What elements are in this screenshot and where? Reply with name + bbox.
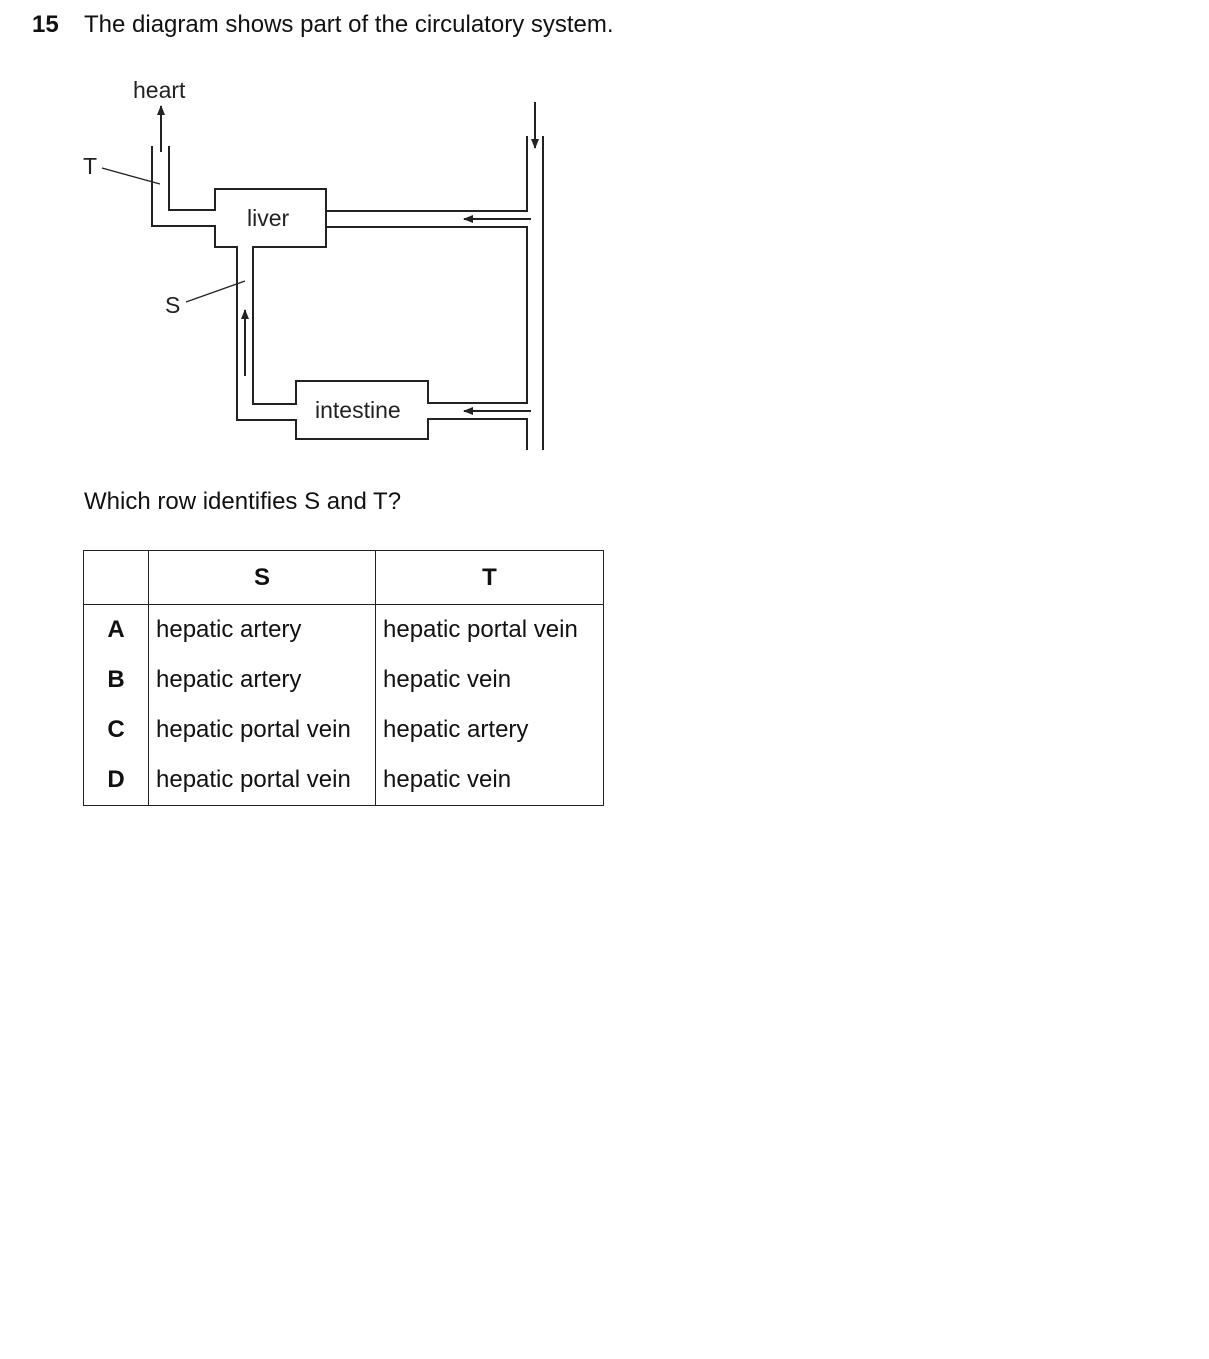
header-t: T [376,551,604,605]
option-letter: C [84,705,149,755]
option-s-value: hepatic portal vein [149,705,376,755]
question-number: 15 [32,11,59,38]
circulatory-diagram [0,0,620,470]
option-t-value: hepatic portal vein [376,605,604,656]
option-row-b[interactable] [84,655,604,705]
option-s-value: hepatic artery [149,655,376,705]
label-liver: liver [247,205,290,231]
question-prompt: Which row identifies S and T? [84,488,402,515]
option-t-value: hepatic artery [376,705,604,755]
header-s: S [149,551,376,605]
option-s-value: hepatic portal vein [149,755,376,806]
label-s: S [165,292,181,318]
option-s-value: hepatic artery [149,605,376,656]
option-letter: A [84,605,149,656]
option-row-a[interactable] [84,605,604,656]
label-intestine: intestine [315,397,401,423]
option-letter: D [84,755,149,806]
vessel-t-inner-wall [169,136,527,211]
option-row-c[interactable] [84,705,604,755]
table-header-row [84,551,604,605]
option-t-value: hepatic vein [376,755,604,806]
question-stem: The diagram shows part of the circulatory system. [84,11,614,38]
option-row-d[interactable] [84,755,604,806]
label-heart: heart [133,77,186,103]
option-t-value: hepatic vein [376,655,604,705]
label-t: T [83,153,98,179]
option-letter: B [84,655,149,705]
answer-options-table [83,550,604,806]
liver-lower-wall [253,211,527,404]
header-blank [84,551,149,605]
